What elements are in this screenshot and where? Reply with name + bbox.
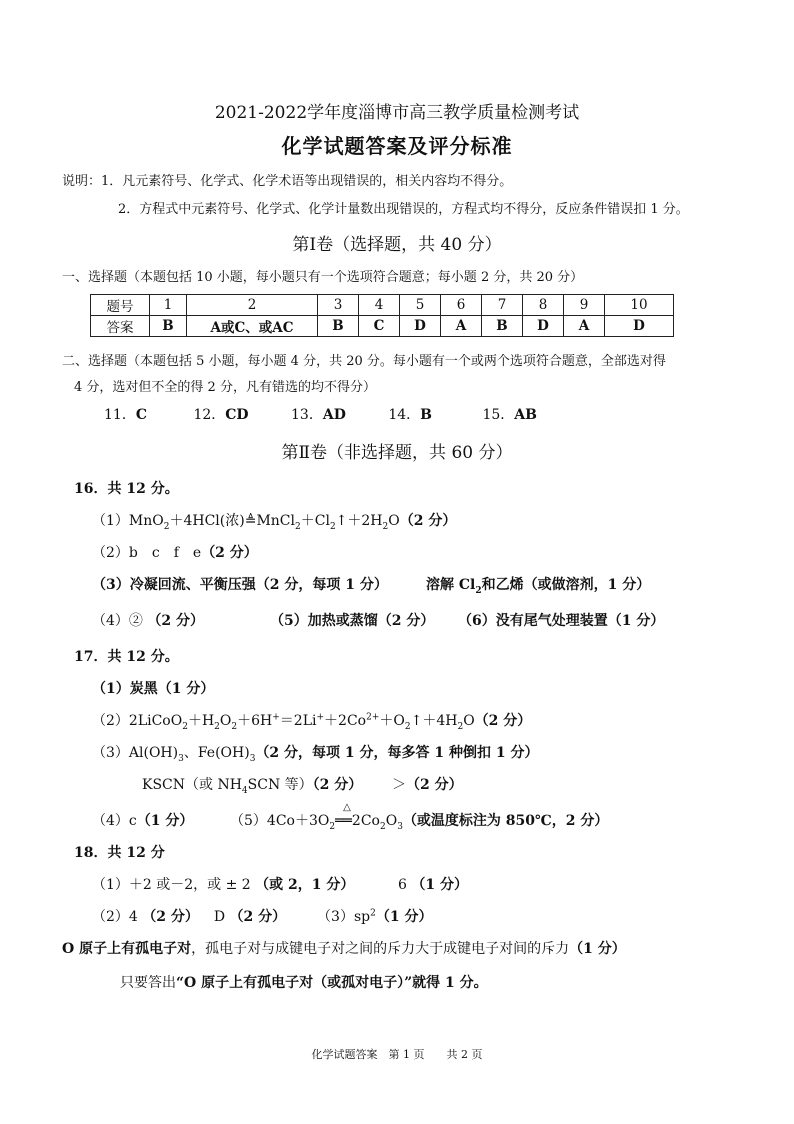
- mc-item: 13．AD: [291, 407, 346, 423]
- q16-title: 16．共 12 分。: [74, 481, 179, 497]
- table-cell: C: [359, 316, 400, 337]
- part1-heading: 第Ⅰ卷（选择题，共 40 分）: [292, 235, 502, 255]
- note-label: 说明：: [62, 174, 102, 189]
- table-cell: 9: [564, 295, 605, 316]
- mc-item: 14．B: [388, 407, 432, 423]
- note-2: 2．方程式中元素符号、化学式、化学计量数出现错误的，方程式均不得分，反应条件错误扣 1 分。: [118, 202, 689, 217]
- note-text-1: 1．凡元素符号、化学式、化学术语等出现错误的，相关内容均不得分。: [101, 174, 513, 189]
- mc-item: 15．AB: [482, 407, 537, 423]
- q17-title: 17．共 12 分。: [74, 649, 179, 665]
- exam-title: 2021-2022学年度淄博市高三教学质量检测考试: [214, 103, 580, 123]
- section1-intro: 一、选择题（本题包括 10 小题，每小题只有一个选项符合题意；每小题 2 分，共 20 分）: [62, 270, 584, 285]
- q17-line3b: KSCN（或 $NH_4SCN$ 等）（2 分）: [142, 777, 363, 796]
- table-cell: 6: [441, 295, 482, 316]
- q18-line5: 只要答出“O 原子上有孤电子对（或孤对电子）”就得 1 分。: [120, 975, 488, 991]
- table-cell: 3: [318, 295, 359, 316]
- table-row-numbers: [91, 295, 674, 316]
- table-cell: 1: [150, 295, 187, 316]
- table-cell: B: [150, 316, 187, 337]
- table-cell: A: [441, 316, 482, 337]
- section2-intro-line2: 4 分，选对但不全的得 2 分，凡有错选的均不得分）: [74, 380, 376, 395]
- heat-condition-icon: △: [343, 802, 351, 813]
- table-cell: B: [482, 316, 523, 337]
- q18-title: 18．共 12 分: [74, 845, 165, 861]
- table-cell: 7: [482, 295, 523, 316]
- table-cell: A: [564, 316, 605, 337]
- section2-intro-line1: 二、选择题（本题包括 5 小题，每小题 4 分，共 20 分。每小题有一个或两个选项符合题意，全部选对得: [62, 354, 666, 369]
- table-header-cell: 答案: [91, 316, 150, 337]
- document-subtitle: 化学试题答案及评分标准: [281, 134, 513, 158]
- q17-line5: $(5)4Co+3O_2$ △ $══2Co_2O_3$（或温度标注为 850℃，2 分）: [230, 802, 609, 832]
- page-footer: 化学试题答案 第 1 页 共 2 页: [311, 1048, 483, 1061]
- q16-line2: （2）b c f e（2 分）: [92, 545, 258, 561]
- q16-line3: （3）冷凝回流、平衡压强（2 分，每项 1 分）: [92, 577, 388, 593]
- table-cell: 5: [400, 295, 441, 316]
- q17-line3c: ＞（2 分）: [392, 777, 463, 793]
- table-cell: 8: [523, 295, 564, 316]
- q16-line5: （5）加热或蒸馏（2 分）: [270, 613, 435, 629]
- mc-item: 11．C: [104, 407, 147, 423]
- q18-line2: （2）4 （2 分） D （2 分） $(3)sp^2(1$ 分）: [92, 908, 433, 925]
- q16-line6: （6）没有尾气处理装置（1 分）: [458, 613, 665, 629]
- q17-line4: （4）c（1 分）: [92, 813, 194, 829]
- q17-line3: $(3)Al(OH)_3$、$Fe(OH)_3(2$ 分，每项 1 分，每多答 1 种倒扣 1 分）: [92, 745, 539, 764]
- mc-answers: [104, 404, 537, 424]
- note-1: [62, 170, 512, 189]
- q18-line4: O 原子上有孤电子对，孤电子对与成键电子对之间的斥力大于成键电子对间的斥力（1 分）: [62, 941, 626, 957]
- q16-line4: （4）② （2 分）: [92, 613, 204, 629]
- answer-table: [90, 294, 674, 337]
- table-cell: B: [318, 316, 359, 337]
- mc-item: 12．CD: [193, 407, 249, 423]
- table-cell: D: [605, 316, 674, 337]
- q18-line1b: 6 （1 分）: [398, 877, 468, 893]
- table-header-cell: 题号: [91, 295, 150, 316]
- table-cell: D: [400, 316, 441, 337]
- q16-line3b: 溶解 $Cl_2$和乙烯（或做溶剂，1 分）: [426, 577, 651, 596]
- q16-line1: （1）MnO$_2$＋4HCl(浓)$≜MnCl_2+Cl_2↑+2H_2O(2$ 分）: [92, 513, 457, 532]
- q17-line1: （1）炭黑（1 分）: [92, 681, 215, 697]
- table-row-answers: [91, 316, 674, 337]
- table-cell: D: [523, 316, 564, 337]
- q18-line1: （1）＋2 或－2，或 ± 2 （或 2，1 分）: [92, 877, 355, 893]
- q17-line2: $(2)2LiCoO_2+H_2O_2+6H^+=2Li^++2Co^{2+}+O_2↑+4H_2O(2$ 分）: [92, 712, 532, 732]
- table-cell: 10: [605, 295, 674, 316]
- table-cell: A或C、或AC: [187, 316, 318, 337]
- table-cell: 4: [359, 295, 400, 316]
- part2-heading: 第Ⅱ卷（非选择题，共 60 分）: [281, 443, 513, 463]
- table-cell: 2: [187, 295, 318, 316]
